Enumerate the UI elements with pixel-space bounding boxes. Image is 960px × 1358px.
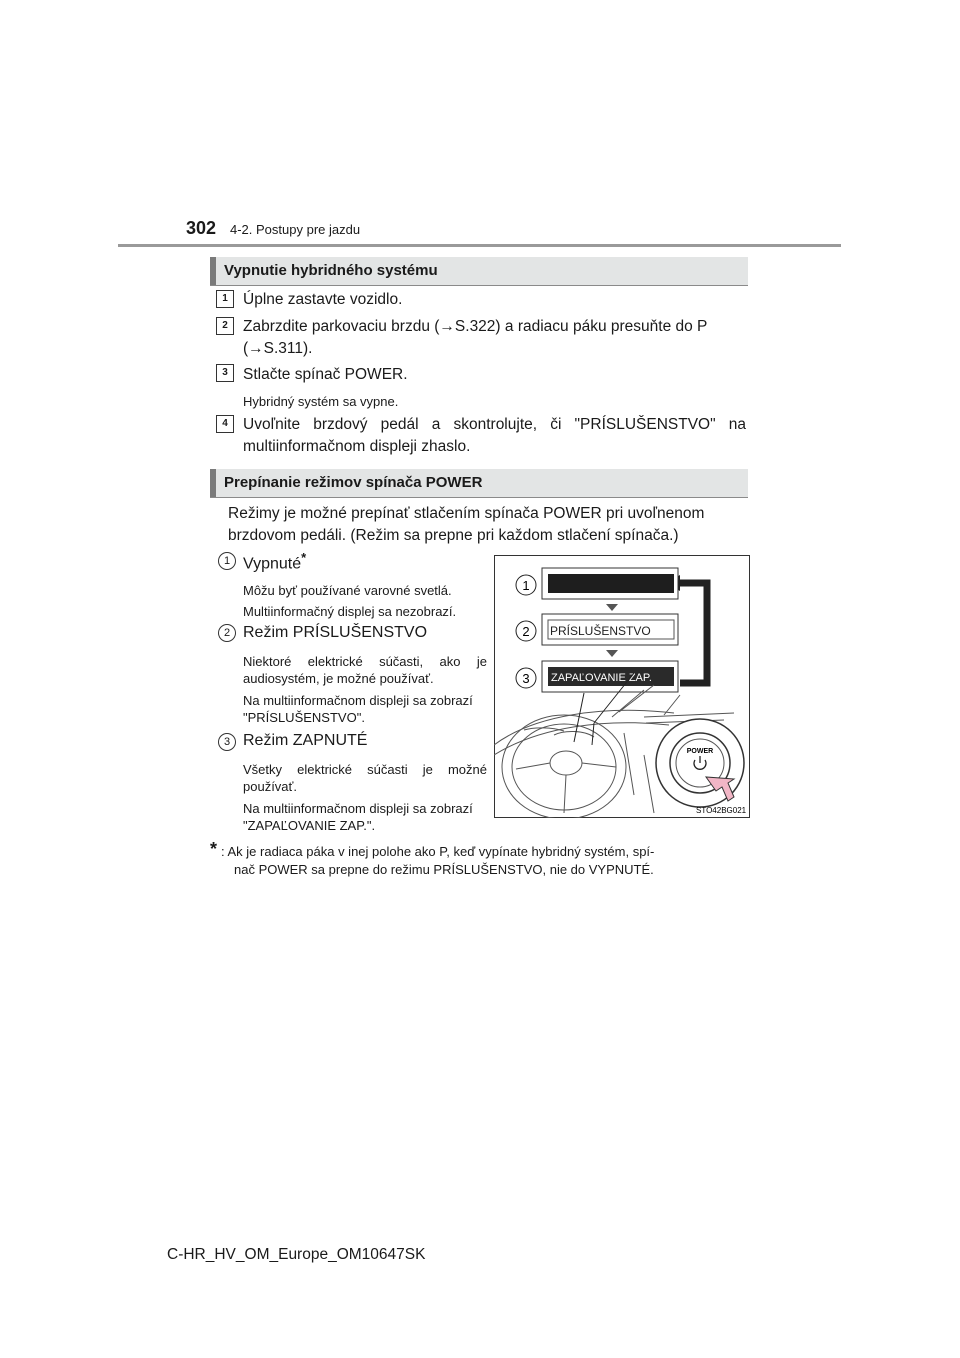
chapter-title: 4-2. Postupy pre jazdu <box>230 222 361 237</box>
mode-1-note-2: Multiinformačný displej sa nezobrazí. <box>243 604 457 619</box>
power-button-label: POWER <box>686 748 714 755</box>
display-accessory-text: PRÍSLUŠENSTVO <box>550 624 651 638</box>
footnote-asterisk: * <box>210 839 218 859</box>
figure-label-1: 1 <box>522 578 530 593</box>
mode-2-title: Režim PRÍSLUŠENSTVO <box>243 624 428 641</box>
step-number-3: 3 <box>216 364 234 382</box>
section-heading-shutdown <box>210 257 748 286</box>
mode-1-note-1: Môžu byť používané varovné svetlá. <box>243 583 452 598</box>
step-4-text: Uvoľnite brzdový pedál a skontrolujte, či "PRÍSLUŠENSTVO" na <box>243 416 746 433</box>
mode-2-note-2: Na multiinformačnom displeji sa zobrazí "PRÍSLUŠENSTVO". <box>243 693 473 725</box>
mode-1-title <box>243 550 306 573</box>
step-2-text-cont: (→S.311). <box>243 340 313 357</box>
page-number: 302 <box>186 218 217 238</box>
document-id: C-HR_HV_OM_Europe_OM10647SK <box>167 1246 426 1263</box>
mode-1-title-text: Vypnuté <box>243 555 302 573</box>
step-4-text-cont: multiinformačnom displeji zhaslo. <box>243 438 471 455</box>
heading-bar <box>210 257 216 285</box>
step-number-2: 2 <box>216 317 234 335</box>
mode-2-note-1: Niektoré elektrické súčasti, ako je audiosystém, je možné používať. <box>243 654 487 686</box>
mode-number-1: 1 <box>218 552 236 570</box>
section-title: Prepínanie režimov spínača POWER <box>224 474 483 491</box>
step-1-text: Úplne zastavte vozidlo. <box>243 291 403 308</box>
heading-bar <box>210 469 216 497</box>
step-3-note: Hybridný systém sa vypne. <box>243 394 399 409</box>
mode-3-title: Režim ZAPNUTÉ <box>243 732 368 749</box>
mode-3-note-2: Na multiinformačnom displeji sa zobrazí "ZAPAĽOVANIE ZAP.". <box>243 801 473 833</box>
modes-intro-2: brzdovom pedáli. (Režim sa prepne pri každom stlačení spínača.) <box>228 527 679 544</box>
mode-number-3: 3 <box>218 733 236 751</box>
display-off <box>548 574 674 593</box>
step-3-text: Stlačte spínač POWER. <box>243 366 408 383</box>
figure-code: STO42BG021 <box>696 806 747 815</box>
asterisk: * <box>301 550 307 565</box>
section-title: Vypnutie hybridného systému <box>224 262 438 279</box>
step-2-text: Zabrzdite parkovaciu brzdu (→S.322) a radiacu páku presuňte do P <box>243 318 708 335</box>
power-switch-illustration <box>494 555 750 818</box>
mode-number-2: 2 <box>218 624 236 642</box>
step-number-4: 4 <box>216 415 234 433</box>
section-heading-modes <box>210 469 748 498</box>
figure-label-2: 2 <box>522 624 530 639</box>
figure-label-3: 3 <box>522 671 530 686</box>
step-number-1: 1 <box>216 290 234 308</box>
header-rule <box>118 244 841 247</box>
modes-intro-1: Režimy je možné prepínať stlačením spínača POWER pri uvoľnenom <box>228 505 705 522</box>
mode-3-note-1: Všetky elektrické súčasti je možné používať. <box>243 762 487 794</box>
footnote-line-1: : Ak je radiaca páka v inej polohe ako P, keď vypínate hybridný systém, spí- <box>221 844 655 859</box>
footnote-line-2: nač POWER sa prepne do režimu PRÍSLUŠENSTVO, nie do VYPNUTÉ. <box>234 862 654 877</box>
display-ignition-text: ZAPAĽOVANIE ZAP. <box>551 672 652 684</box>
